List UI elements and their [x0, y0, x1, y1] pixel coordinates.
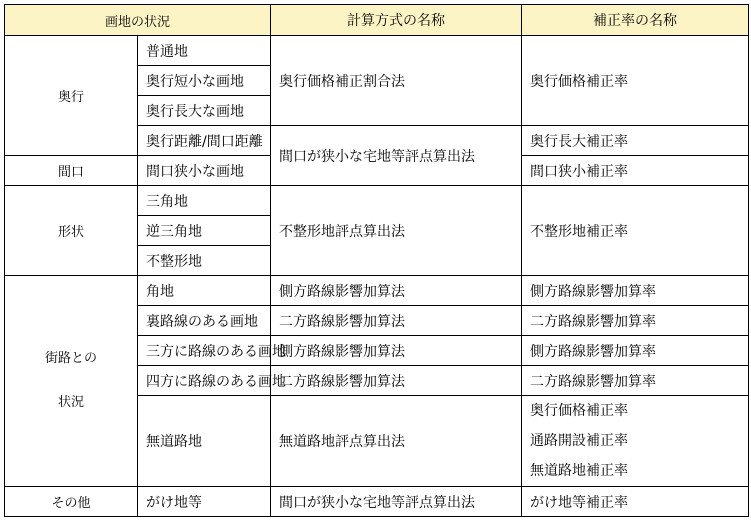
method-cell: 間口が狭小な宅地等評点算出法: [271, 126, 522, 186]
condition-cell: 角地: [138, 276, 271, 306]
condition-cell: 逆三角地: [138, 216, 271, 246]
method-cell: 無道路地評点算出法: [271, 396, 522, 487]
condition-cell: 三角地: [138, 186, 271, 216]
method-cell: 奥行価格補正割合法: [271, 36, 522, 126]
condition-cell: 奥行距離/間口距離: [138, 126, 271, 156]
condition-cell: 奥行長大な画地: [138, 96, 271, 126]
condition-cell: 普通地: [138, 36, 271, 66]
land-correction-table: [4, 4, 749, 517]
method-cell: 二方路線影響加算法: [271, 306, 522, 336]
group-road-line1: 街路との: [44, 351, 97, 366]
header-condition: 画地の状況: [5, 5, 271, 36]
rate-cell: 奥行価格補正率: [522, 36, 749, 126]
header-rate: 補正率の名称: [522, 5, 749, 36]
method-cell: 側方路線影響加算法: [271, 336, 522, 366]
method-cell: 不整形地評点算出法: [271, 186, 522, 276]
group-frontage: 間口: [5, 156, 138, 186]
rate-cell: 間口狭小補正率: [522, 156, 749, 186]
table-row: [5, 36, 749, 66]
header-method: 計算方式の名称: [271, 5, 522, 36]
rate-cell-stack: [522, 396, 749, 487]
condition-cell: 不整形地: [138, 246, 271, 276]
table-row: [5, 487, 749, 517]
rate-line: 無道路地補正率: [530, 463, 628, 479]
condition-cell: 裏路線のある画地: [138, 306, 271, 336]
rate-cell: 二方路線影響加算率: [522, 366, 749, 396]
method-cell: 二方路線影響加算法: [271, 366, 522, 396]
rate-cell: 側方路線影響加算率: [522, 276, 749, 306]
rate-cell: 側方路線影響加算率: [522, 336, 749, 366]
method-cell: 側方路線影響加算法: [271, 276, 522, 306]
group-depth: 奥行: [5, 36, 138, 156]
group-road-line2: 状況: [57, 395, 84, 410]
condition-cell: 四方に路線のある画地: [138, 366, 271, 396]
rate-cell: 二方路線影響加算率: [522, 306, 749, 336]
table-row: [5, 186, 749, 216]
rate-cell: 奥行長大補正率: [522, 126, 749, 156]
header-row: [5, 5, 749, 36]
rate-line: 通路開設補正率: [530, 433, 628, 449]
group-shape: 形状: [5, 186, 138, 276]
rate-cell: 不整形地補正率: [522, 186, 749, 276]
rate-line: 奥行価格補正率: [530, 403, 628, 419]
condition-cell: 三方に路線のある画地: [138, 336, 271, 366]
table-row: [5, 276, 749, 306]
condition-cell: 間口狭小な画地: [138, 156, 271, 186]
group-road: [5, 276, 138, 487]
condition-cell: がけ地等: [138, 487, 271, 517]
condition-cell: 奥行短小な画地: [138, 66, 271, 96]
condition-cell: 無道路地: [138, 396, 271, 487]
method-cell: 間口が狭小な宅地等評点算出法: [271, 487, 522, 517]
rate-cell: がけ地等補正率: [522, 487, 749, 517]
group-other: その他: [5, 487, 138, 517]
